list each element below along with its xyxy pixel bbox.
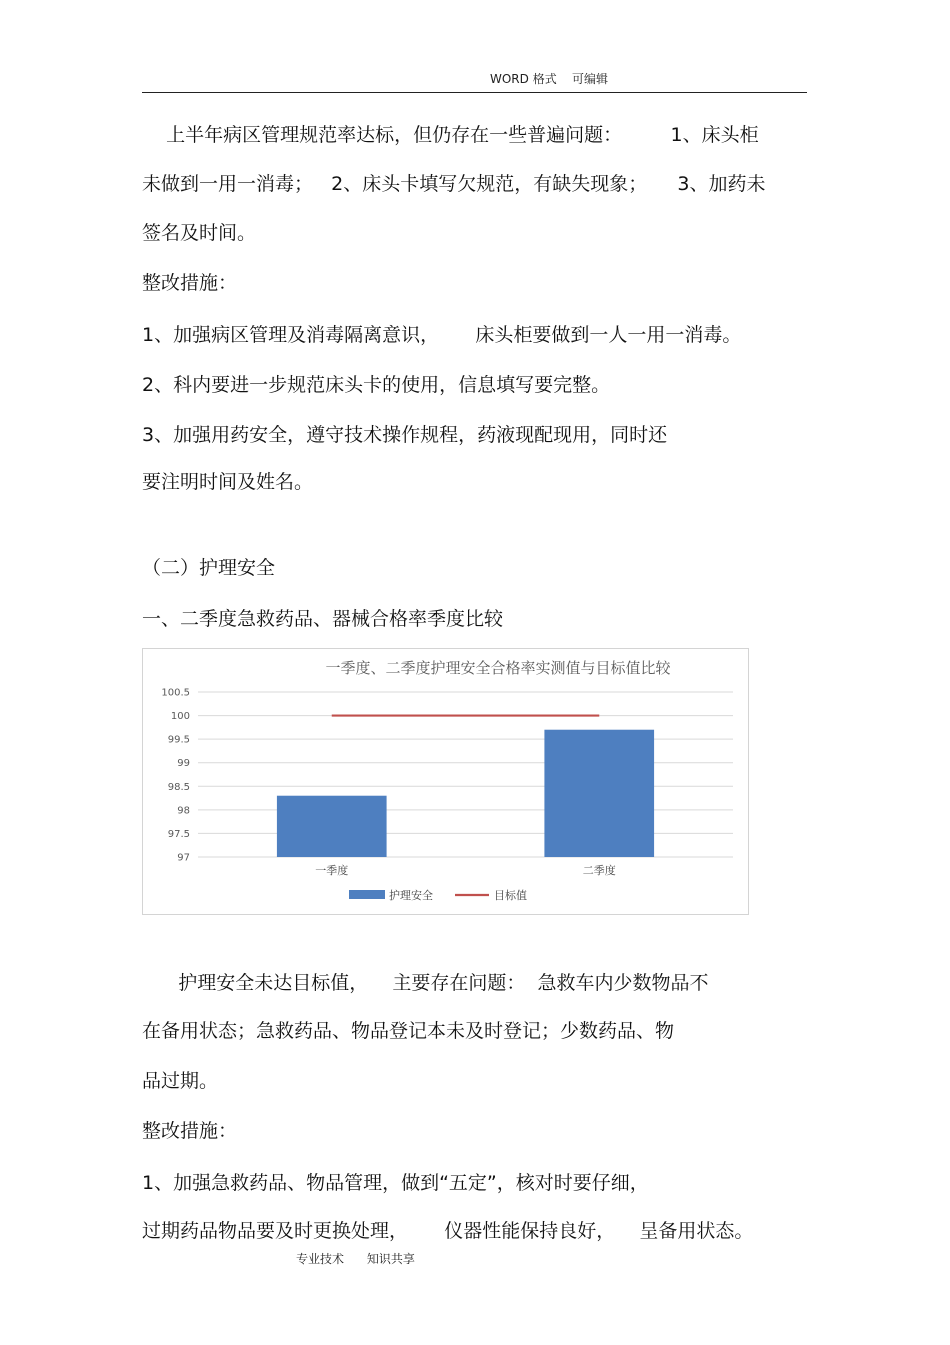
list-item: 过期药品物品要及时更换处理， 仪器性能保持良好， 呈备用状态。: [142, 1220, 754, 1242]
paragraph-line: 未做到一用一消毒； 2、床头卡填写欠规范，有缺失现象； 3、加药未: [142, 173, 766, 195]
x-category-label: 二季度: [582, 864, 616, 877]
section-heading: （二）护理安全: [142, 557, 276, 579]
list-item: 1、加强病区管理及消毒隔离意识， 床头柜要做到一人一用一消毒。: [142, 324, 742, 346]
section-heading: 整改措施：: [142, 1120, 238, 1142]
chart-title: 一季度、二季度护理安全合格率实测值与目标值比较: [325, 659, 671, 677]
list-item: 3、加强用药安全，遵守技术操作规程，药液现配现用，同时还: [142, 424, 668, 446]
x-category-label: 一季度: [315, 864, 349, 877]
legend-label: 护理安全: [389, 889, 433, 902]
paragraph-line: 在备用状态；急救药品、物品登记本未及时登记；少数药品、物: [142, 1020, 675, 1042]
legend-swatch-bar: [349, 890, 385, 899]
page-footer: 专业技术 知识共享: [296, 1252, 415, 1266]
list-item: 2、科内要进一步规范床头卡的使用，信息填写要完整。: [142, 374, 611, 396]
header-text: WORD 格式 可编辑: [490, 72, 608, 86]
paragraph-line: 品过期。: [142, 1070, 219, 1092]
y-tick-label: 98.5: [167, 781, 190, 793]
bar: [544, 730, 654, 857]
page-header: [142, 66, 807, 93]
bar: [277, 796, 387, 857]
bar-chart: [142, 648, 749, 915]
paragraph-line: 上半年病区管理规范率达标，但仍存在一些普遍问题： 1、床头柜: [142, 124, 759, 146]
y-tick-label: 98: [177, 805, 190, 817]
paragraph-line: 护理安全未达目标值， 主要存在问题： 急救车内少数物品不: [142, 972, 709, 994]
y-tick-label: 100: [170, 711, 190, 723]
y-tick-label: 100.5: [161, 687, 190, 699]
list-item: 1、加强急救药品、物品管理，做到“五定”，核对时要仔细，: [142, 1172, 649, 1194]
chart-svg: [143, 649, 748, 914]
paragraph-line: 签名及时间。: [142, 222, 257, 244]
section-heading: 一、二季度急救药品、器械合格率季度比较: [142, 608, 504, 630]
y-tick-label: 99.5: [167, 734, 190, 746]
y-tick-label: 97.5: [167, 828, 190, 840]
y-tick-label: 97: [177, 852, 190, 864]
legend-label: 目标值: [494, 889, 527, 902]
list-item: 要注明时间及姓名。: [142, 471, 314, 493]
section-heading: 整改措施：: [142, 272, 238, 294]
y-tick-label: 99: [177, 758, 190, 770]
